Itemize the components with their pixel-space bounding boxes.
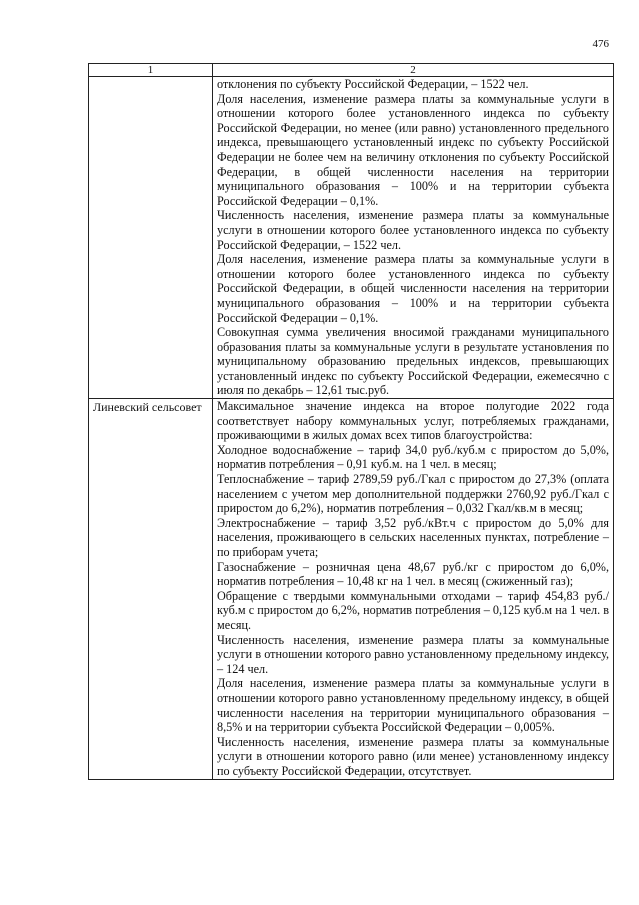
- page-number: 476: [592, 38, 609, 50]
- table-row: [89, 399, 614, 779]
- paragraph: отклонения по субъекту Российской Федерации, – 1522 чел.: [217, 77, 529, 91]
- table-row: [89, 77, 614, 399]
- paragraph: Численность населения, изменение размера платы за коммунальные услуги в отношении которого равно установленному предельному индексу, – 124 чел.: [217, 632, 609, 676]
- paragraph: Численность населения, изменение размера платы за коммунальные услуги в отношении которого равно (или менее) установленному индексу по субъекту Российской Федерации, отсутствует.: [217, 734, 609, 778]
- table-header-row: [89, 64, 614, 77]
- paragraph: Холодное водоснабжение – тариф 34,0 руб./куб.м с приростом до 5,0%, норматив потребления – 0,91 куб.м. на 1 чел. в месяц;: [217, 442, 609, 472]
- data-table: [88, 63, 614, 780]
- column-header-2: 2: [213, 64, 614, 77]
- municipality-name: Линевский сельсовет: [89, 399, 213, 779]
- column-header-1: 1: [89, 64, 213, 77]
- indicators-cell: [213, 399, 614, 779]
- paragraph: Доля населения, изменение размера платы за коммунальные услуги в отношении которого более установленного индекса по субъекту Российской Федерации, в общей численности населения на территории муниципального образования – 100% и на территории субъекта Российской Федерации – 0,1%.: [217, 252, 609, 325]
- indicators-cell: [213, 77, 614, 399]
- municipality-name: [89, 77, 213, 399]
- paragraph: Электроснабжение – тариф 3,52 руб./кВт.ч с приростом до 5,0% для населения, проживающего в сельских населенных пунктах, потребление – по приборам учета;: [217, 515, 609, 559]
- paragraph: Обращение с твердыми коммунальными отходами – тариф 454,83 руб./куб.м с приростом до 6,2%, норматив потребления – 0,125 куб.м на 1 чел. в месяц.: [217, 588, 609, 632]
- paragraph: Доля населения, изменение размера платы за коммунальные услуги в отношении которого более установленного индекса по субъекту Российской Федерации, но менее (или равно) установленного предельного индекса, превышающего установленный индекс по субъекту Российской Федерации не более чем на величину отклонения по субъекту Российской Федерации, в общей численности населения на территории муниципального образования – 100% и на территории субъекта Российской Федерации – 0,1%.: [217, 91, 609, 208]
- paragraph: Совокупная сумма увеличения вносимой гражданами муниципального образования платы за коммунальные услуги в результате установления по муниципальному образованию предельных индексов, превышающих установленный индекс по субъекту Российской Федерации, ежемесячно с июля по декабрь – 12,61 тыс.руб.: [217, 325, 609, 398]
- paragraph: Численность населения, изменение размера платы за коммунальные услуги в отношении которого более установленного индекса по субъекту Российской Федерации, – 1522 чел.: [217, 208, 609, 252]
- paragraph: Теплоснабжение – тариф 2789,59 руб./Гкал с приростом до 27,3% (оплата населением с учетом мер дополнительной поддержки 2760,92 руб./Гкал с приростом до 6,2%), норматив потребления – 0,032 Гкал/кв.м в месяц;: [217, 472, 609, 516]
- paragraph: Доля населения, изменение размера платы за коммунальные услуги в отношении которого равно установленному предельному индексу, в общей численности населения на территории муниципального образования – 8,5% и на территории субъекта Российской Федерации – 0,005%.: [217, 676, 609, 735]
- paragraph: Газоснабжение – розничная цена 48,67 руб./кг с приростом до 6,0%, норматив потребления – 10,48 кг на 1 чел. в месяц (сжиженный газ);: [217, 559, 609, 589]
- paragraph: Максимальное значение индекса на второе полугодие 2022 года соответствует набору коммунальных услуг, потребляемых гражданами, проживающими в жилых домах всех типов благоустройства:: [217, 399, 609, 443]
